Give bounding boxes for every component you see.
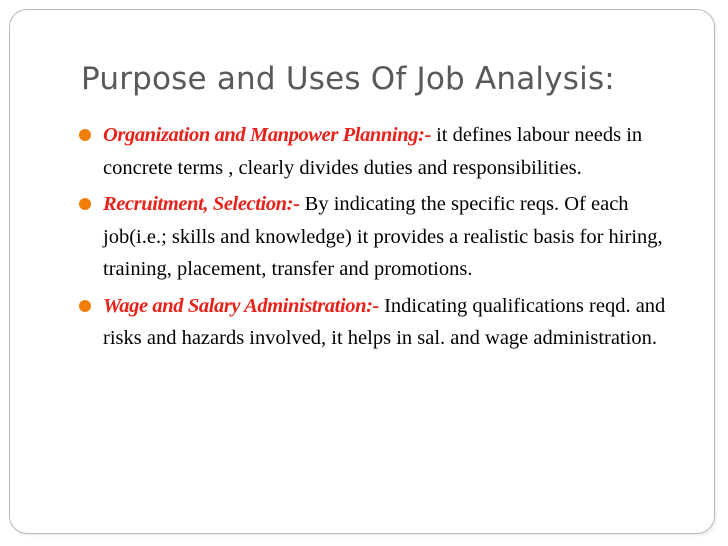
- bullet-icon: [79, 198, 91, 210]
- bullet-text: it defines labour needs in concrete terms , clearly divides duties and responsibilities.: [103, 124, 643, 179]
- bullet-item-wage-salary: [79, 290, 691, 355]
- bullet-term: Wage and Salary Administration:-: [103, 294, 379, 317]
- bullet-icon: [79, 129, 91, 141]
- bullet-term: Recruitment, Selection:-: [103, 193, 300, 215]
- bullet-text: By indicating the specific reqs. Of each job(i.e.; skills and knowledge) it provides a realistic basis for hiring, training, placement, transfer and promotions.: [103, 193, 663, 280]
- bullet-list: [79, 119, 691, 359]
- bullet-text: Indicating qualifications reqd. and risks and hazards involved, it helps in sal. and wage administration.: [103, 294, 666, 349]
- bullet-item-manpower-planning: [79, 119, 691, 184]
- slide-title: Purpose and Uses Of Job Analysis:: [81, 61, 615, 97]
- bullet-icon: [79, 300, 91, 312]
- bullet-term: Organization and Manpower Planning:-: [103, 124, 431, 146]
- bullet-item-recruitment-selection: [79, 188, 691, 286]
